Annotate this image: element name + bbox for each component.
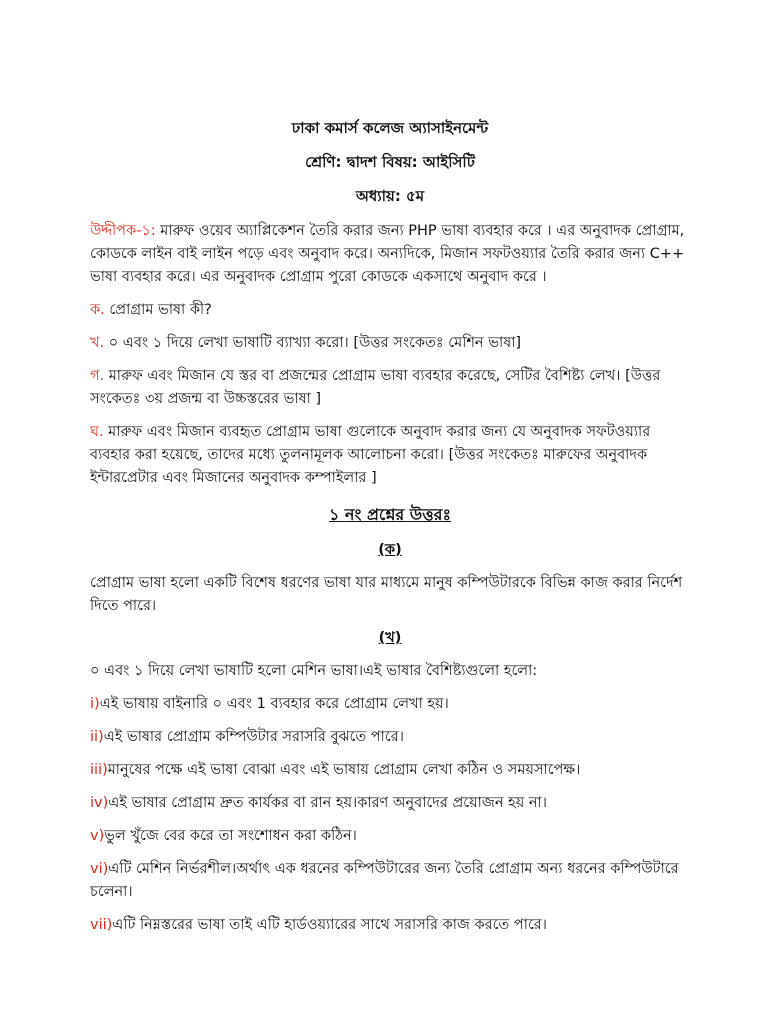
feature-item (90, 858, 690, 904)
feature-number: iv) (90, 795, 109, 811)
question-text: মারুফ এবং মিজান ব্যবহৃত প্রোগ্রাম ভাষা গুলোকে অনুবাদ করার জন্য যে অনুবাদক সফটওয়্যার ব্যবহার করা হয়েছে, তাদের মধ্যে তুলনামূলক আলোচনা করো। [উত্তর সংকেতঃ মারুফের অনুবাদক ইন্টারপ্রেটার এবং মিজানের অনুবাদক কম্পাইলার ] (90, 424, 651, 486)
question-label: খ. (90, 335, 105, 351)
feature-number: ii) (90, 729, 104, 745)
feature-number: iii) (90, 762, 108, 778)
feature-item (90, 759, 690, 782)
question-label: গ. (90, 368, 105, 384)
feature-item (90, 792, 690, 815)
question-text: প্রোগ্রাম ভাষা কী? (104, 302, 212, 318)
document-page (90, 118, 690, 947)
feature-text: এটি নিম্নস্তরের ভাষা তাই এটি হার্ডওয়্যারের সাথে সরাসরি কাজ করতে পারে। (112, 917, 547, 933)
stimulus-paragraph (90, 220, 690, 289)
feature-text: এই ভাষার প্রোগ্রাম কম্পিউটার সরাসরি বুঝতে পারে। (103, 729, 404, 745)
question-label: ঘ. (90, 424, 104, 440)
feature-item (90, 693, 690, 716)
answer-kha-heading: (খ) (378, 630, 402, 646)
answer-heading: ১ নং প্রশ্নের উত্তরঃ (328, 505, 451, 524)
feature-number: v) (90, 828, 105, 844)
question-ga (90, 365, 690, 411)
feature-number: vii) (90, 917, 113, 933)
feature-text: মানুষের পক্ষে এই ভাষা বোঝা এবং এই ভাষায় প্রোগ্রাম লেখা কঠিন ও সময়সাপেক্ষ। (107, 762, 581, 778)
question-text: ০ এবং ১ দিয়ে লেখা ভাষাটি ব্যাখ্যা করো। [উত্তর সংকেতঃ মেশিন ভাষা] (104, 335, 522, 351)
answer-kha-intro: ০ এবং ১ দিয়ে লেখা ভাষাটি হলো মেশিন ভাষা।এই ভাষার বৈশিষ্ট্যগুলো হলো: (90, 663, 538, 679)
stimulus-text: মারুফ ওয়েব অ্যাপ্লিকেশন তৈরি করার জন্য PHP ভাষা ব্যবহার করে । এর অনুবাদক প্রোগ্রাম, কোডকে লাইন বাই লাইন পড়ে এবং অনুবাদ করে। অন্যদিকে, মিজান সফটওয়্যার তৈরি করার জন্য C++ ভাষা ব্যবহার করে। এর অনুবাদক প্রোগ্রাম পুরো কোডকে একসাথে অনুবাদ করে । (90, 223, 685, 285)
question-kha (90, 332, 690, 355)
feature-item (90, 825, 690, 848)
question-gha (90, 421, 690, 490)
feature-text: এটি মেশিন নির্ভরশীল।অর্থাৎ এক ধরনের কম্পিউটারের জন্য তৈরি প্রোগ্রাম অন্য ধরনের কম্পিউটারে চলেনা। (90, 861, 679, 900)
stimulus-label: উদ্দীপক-১: (90, 223, 156, 239)
feature-number: vi) (90, 861, 109, 877)
feature-text: এই ভাষায় বাইনারি ০ এবং 1 ব্যবহার করে প্রোগ্রাম লেখা হয়। (99, 696, 449, 712)
feature-text: এই ভাষার প্রোগ্রাম দ্রুত কার্যকর বা রান হয়।কারণ অনুবাদের প্রয়োজন হয় না। (108, 795, 547, 811)
answer-ka-heading: (ক) (378, 542, 402, 558)
class-subject-line: শ্রেণি: দ্বাদশ বিষয়: আইসিটি (305, 153, 475, 171)
answer-ka-text: প্রোগ্রাম ভাষা হলো একটি বিশেষ ধরণের ভাষা যার মাধ্যমে মানুষ কম্পিউটারকে বিভিন্ন কাজ করার নির্দেশ দিতে পারে। (90, 575, 683, 614)
question-text: মারুফ এবং মিজান যে স্তর বা প্রজন্মের প্রোগ্রাম ভাষা ব্যবহার করেছে, সেটির বৈশিষ্ট্য লেখ। [উত্তর সংকেতঃ ৩য় প্রজন্ম বা উচ্চস্তরের ভাষা ] (90, 368, 661, 407)
question-label: ক. (90, 302, 105, 318)
chapter-line: অধ্যায়: ৫ম (355, 187, 425, 205)
document-title: ঢাকা কমার্স কলেজ অ্যাসাইনমেন্ট (291, 119, 489, 137)
feature-text: ভুল খুঁজে বের করে তা সংশোধন করা কঠিন। (104, 828, 357, 844)
feature-item (90, 914, 690, 937)
feature-item (90, 726, 690, 749)
question-ka (90, 299, 690, 322)
feature-number: i) (90, 696, 100, 712)
